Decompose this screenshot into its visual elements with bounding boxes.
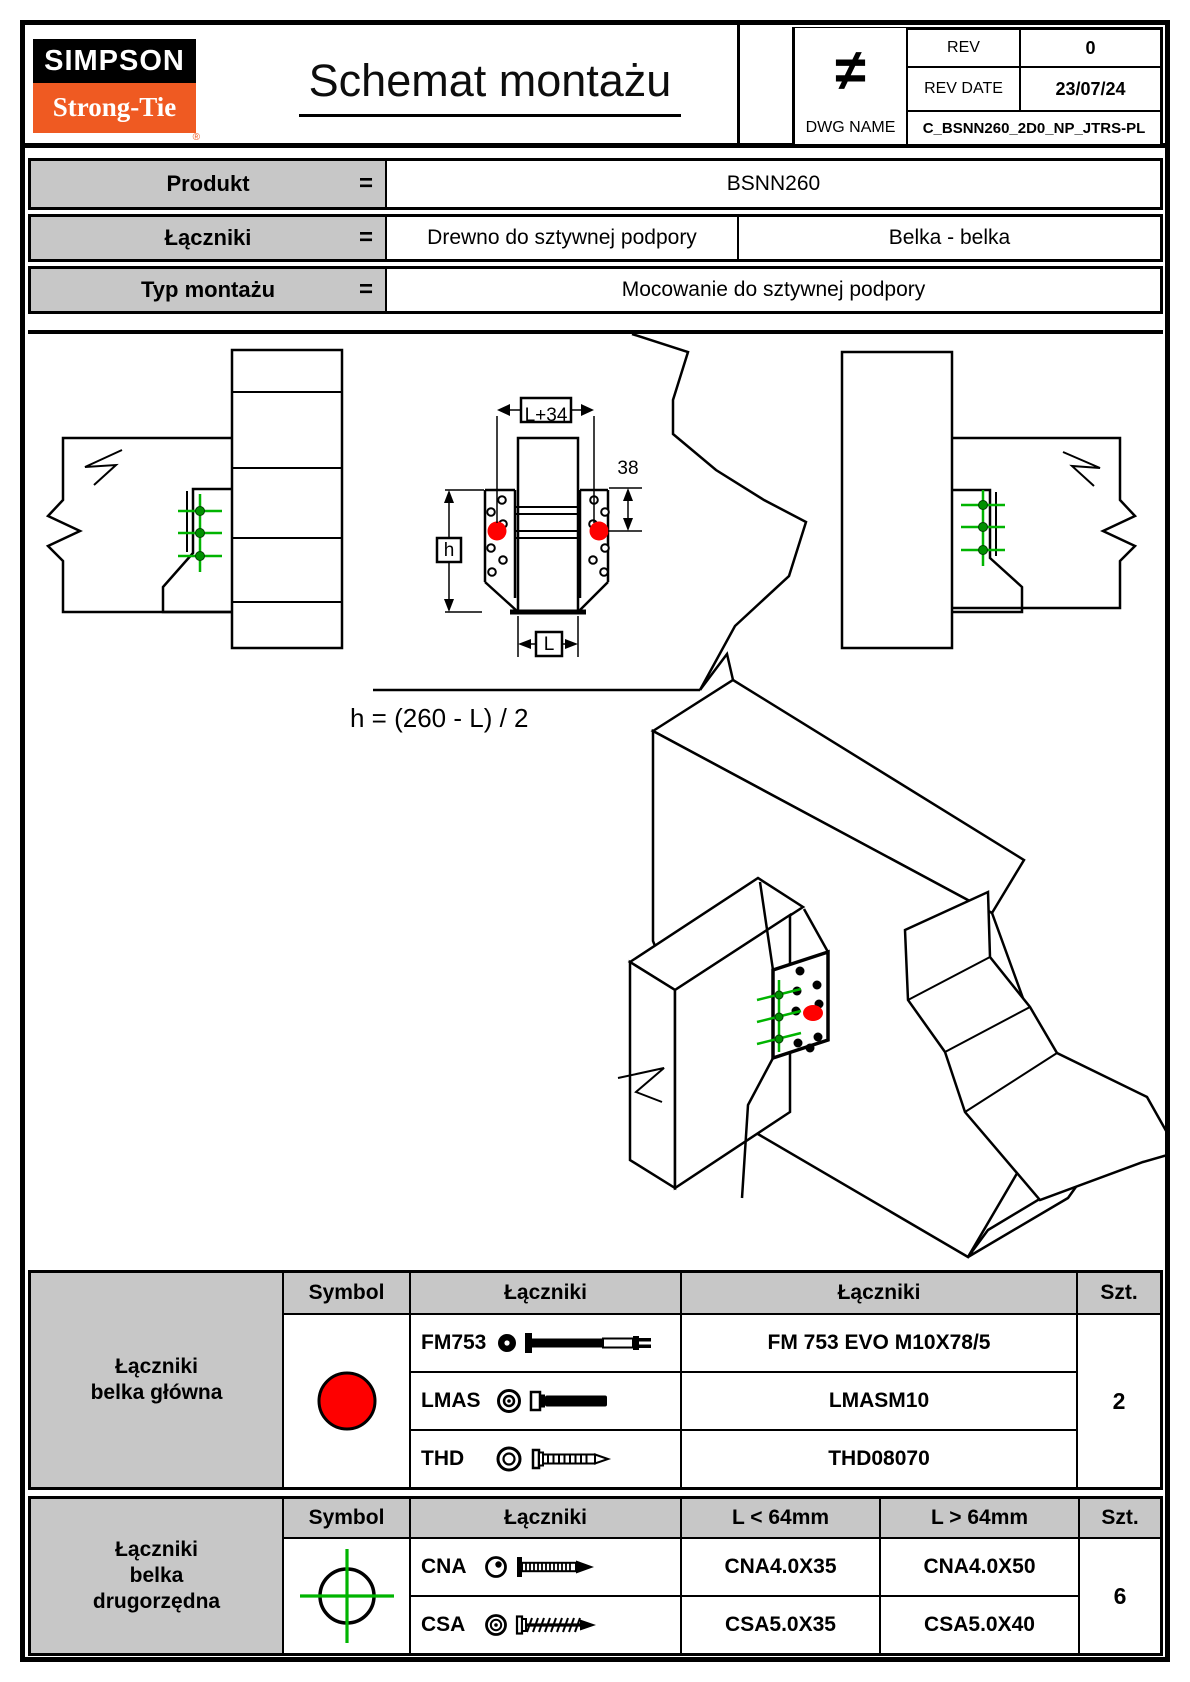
bolt-marker-right bbox=[590, 522, 609, 541]
nail-dots bbox=[196, 507, 205, 561]
torn-edge-bottom bbox=[373, 654, 733, 690]
connectors-value-1: Drewno do sztywnej podpory bbox=[387, 217, 737, 259]
dim-label-38: 38 bbox=[617, 458, 639, 479]
quantity-cell: 2 bbox=[1078, 1315, 1160, 1487]
table-row-label: Łączniki belka drugorzędna bbox=[31, 1499, 282, 1653]
connectors-value-2: Belka - belka bbox=[739, 217, 1160, 259]
rev-label: REV bbox=[908, 30, 1019, 66]
fastener-size-short: CSA5.0X35 bbox=[682, 1597, 879, 1653]
fastener-code: CNA bbox=[421, 1555, 467, 1578]
main-member-column bbox=[232, 350, 342, 648]
symbol-cell bbox=[284, 1539, 409, 1653]
dwg-name-value: C_BSNN260_2D0_NP_JTRS-PL bbox=[908, 112, 1160, 144]
product-row bbox=[28, 158, 1163, 210]
fastener-row bbox=[411, 1597, 680, 1653]
column-header-name: Łączniki bbox=[682, 1273, 1076, 1313]
simpson-strongtie-logo bbox=[33, 39, 200, 143]
torn-edge bbox=[632, 334, 806, 690]
equals-sign: = bbox=[358, 224, 373, 251]
fastener-code: CSA bbox=[421, 1613, 466, 1636]
dim-label-l: L bbox=[543, 634, 555, 656]
beam-front bbox=[518, 438, 578, 612]
fastener-name: FM 753 EVO M10X78/5 bbox=[682, 1315, 1076, 1371]
thd-screw-icon bbox=[495, 1442, 665, 1476]
height-formula: h = (260 - L) / 2 bbox=[350, 703, 529, 733]
csa-screw-icon bbox=[483, 1608, 633, 1642]
logo-simpson: SIMPSON bbox=[33, 39, 196, 83]
left-side-view bbox=[48, 350, 342, 648]
cna-nail-icon bbox=[483, 1550, 633, 1584]
lmas-bolt-icon bbox=[495, 1384, 665, 1418]
rev-value: 0 bbox=[1021, 30, 1160, 66]
right-side-view bbox=[842, 352, 1135, 648]
not-equal-icon: ≠ bbox=[795, 28, 906, 112]
rev-date-label: REV DATE bbox=[908, 68, 1019, 110]
fastener-size-long: CNA4.0X50 bbox=[881, 1539, 1078, 1595]
column-header-symbol: Symbol bbox=[284, 1499, 409, 1537]
fastener-row bbox=[411, 1315, 680, 1371]
dim-label-top: L+34 bbox=[524, 405, 568, 427]
fastener-row bbox=[411, 1373, 680, 1429]
equals-sign: = bbox=[358, 170, 373, 197]
nail-dots bbox=[979, 501, 988, 555]
fm753-bolt-icon bbox=[495, 1326, 665, 1360]
fastener-name: THD08070 bbox=[682, 1431, 1076, 1487]
secondary-beam-end-face bbox=[630, 962, 675, 1188]
assembly-drawing bbox=[25, 319, 1165, 1268]
mount-type-label bbox=[31, 269, 385, 311]
column-header-short: L < 64mm bbox=[682, 1499, 879, 1537]
hanger-tabs bbox=[515, 507, 580, 538]
column-header-long: L > 64mm bbox=[881, 1499, 1078, 1537]
connectors-label bbox=[31, 217, 385, 259]
mount-type-label-text: Typ montażu bbox=[140, 277, 276, 302]
dimension-38 bbox=[608, 488, 642, 531]
quantity-cell: 6 bbox=[1080, 1539, 1160, 1653]
column-header-qty: Szt. bbox=[1080, 1499, 1160, 1537]
connectors-label-text: Łączniki bbox=[164, 225, 252, 250]
break-mark bbox=[1063, 452, 1100, 486]
page-title: Schemat montażu bbox=[299, 55, 682, 117]
secondary-beam bbox=[48, 438, 232, 612]
mount-type-value: Mocowanie do sztywnej podpory bbox=[387, 269, 1160, 311]
main-member-column bbox=[842, 352, 952, 648]
dim-label-h: h bbox=[443, 540, 455, 562]
fastener-size-short: CNA4.0X35 bbox=[682, 1539, 879, 1595]
logo-strongtie: Strong-Tie bbox=[33, 83, 196, 133]
column-header-fastener: Łączniki bbox=[411, 1499, 680, 1537]
lamination-lines bbox=[232, 392, 342, 602]
bolt-marker-left bbox=[488, 522, 507, 541]
mount-type-row bbox=[28, 266, 1163, 314]
fastener-code: FM753 bbox=[421, 1331, 487, 1354]
fastener-code: LMAS bbox=[421, 1389, 481, 1412]
revision-table bbox=[792, 27, 1163, 147]
fastener-name: LMASM10 bbox=[682, 1373, 1076, 1429]
connectors-row bbox=[28, 214, 1163, 262]
rev-date-value: 23/07/24 bbox=[1021, 68, 1160, 110]
break-mark bbox=[85, 450, 122, 485]
title-block bbox=[25, 25, 1165, 148]
secondary-beam-fastener-table bbox=[28, 1496, 1163, 1656]
isometric-view bbox=[373, 334, 1165, 1257]
dwg-name-label: DWG NAME bbox=[795, 112, 906, 144]
fastener-row bbox=[411, 1431, 680, 1487]
fastener-row bbox=[411, 1539, 680, 1595]
column-header-qty: Szt. bbox=[1078, 1273, 1160, 1313]
equals-sign: = bbox=[358, 276, 373, 303]
fastener-size-long: CSA5.0X40 bbox=[881, 1597, 1078, 1653]
main-beam-fastener-table bbox=[28, 1270, 1163, 1490]
front-view bbox=[437, 398, 642, 657]
product-label-text: Produkt bbox=[166, 171, 250, 196]
fastener-code: THD bbox=[421, 1447, 465, 1470]
secondary-beam bbox=[952, 438, 1135, 608]
table-row-label: Łączniki belka główna bbox=[31, 1273, 282, 1487]
symbol-cell bbox=[284, 1315, 409, 1487]
page-frame bbox=[20, 20, 1170, 1662]
green-crosshair-symbol-icon bbox=[297, 1546, 397, 1646]
red-dot-symbol-icon bbox=[297, 1351, 397, 1451]
bolt-marker-3d bbox=[803, 1005, 823, 1021]
header-divider bbox=[737, 25, 740, 148]
column-header-fastener: Łączniki bbox=[411, 1273, 680, 1313]
registered-mark: ® bbox=[192, 132, 200, 143]
column-header-symbol: Symbol bbox=[284, 1273, 409, 1313]
product-label bbox=[31, 161, 385, 207]
product-value: BSNN260 bbox=[387, 161, 1160, 207]
